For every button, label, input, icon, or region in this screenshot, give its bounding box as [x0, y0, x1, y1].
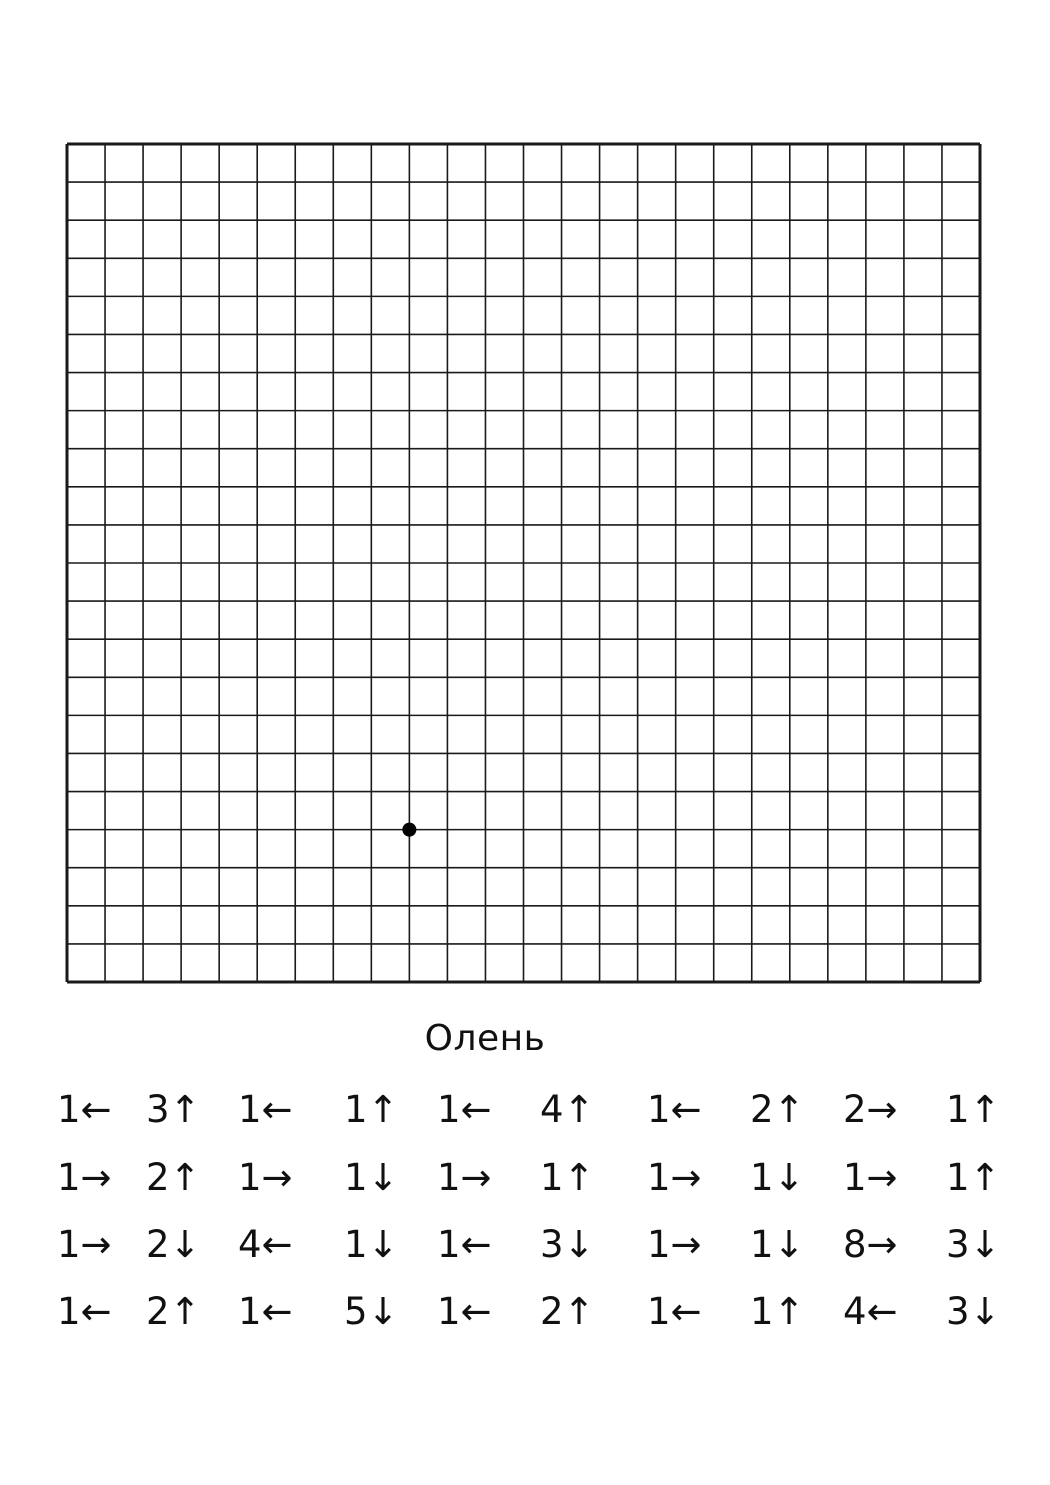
instruction-step: 1↑	[750, 1290, 805, 1333]
instruction-step: 1←	[57, 1088, 112, 1131]
instruction-step: 3↓	[946, 1290, 1001, 1333]
instruction-step: 1↓	[750, 1223, 805, 1266]
instruction-step: 1←	[437, 1223, 492, 1266]
instruction-step: 1←	[437, 1088, 492, 1131]
instruction-step: 1←	[647, 1290, 702, 1333]
instruction-step: 2↑	[146, 1290, 201, 1333]
instruction-step: 4↑	[540, 1088, 595, 1131]
instruction-step: 4←	[843, 1290, 898, 1333]
instruction-step: 1←	[238, 1088, 293, 1131]
instruction-step: 1↓	[750, 1156, 805, 1199]
instruction-step: 1→	[57, 1223, 112, 1266]
instruction-step: 1←	[647, 1088, 702, 1131]
page-title: Олень	[424, 1018, 546, 1059]
instruction-row	[0, 1217, 1050, 1273]
instruction-step: 3↓	[540, 1223, 595, 1266]
instruction-step: 1→	[843, 1156, 898, 1199]
instruction-step: 1↑	[344, 1088, 399, 1131]
instruction-step: 2↑	[540, 1290, 595, 1333]
instruction-step: 3↓	[946, 1223, 1001, 1266]
instruction-step: 2↑	[750, 1088, 805, 1131]
instruction-step: 1↑	[946, 1088, 1001, 1131]
instruction-row	[0, 1082, 1050, 1138]
instruction-step: 3↑	[146, 1088, 201, 1131]
instruction-step: 1←	[57, 1290, 112, 1333]
start-point-dot	[402, 823, 416, 837]
instruction-step: 1→	[238, 1156, 293, 1199]
instruction-step: 1→	[437, 1156, 492, 1199]
instruction-step: 1→	[57, 1156, 112, 1199]
instruction-row	[0, 1150, 1050, 1206]
instruction-step: 1↑	[540, 1156, 595, 1199]
instruction-step: 2↑	[146, 1156, 201, 1199]
instruction-step: 5↓	[344, 1290, 399, 1333]
instruction-step: 4←	[238, 1223, 293, 1266]
instruction-step: 1→	[647, 1156, 702, 1199]
instruction-step: 1←	[238, 1290, 293, 1333]
instruction-step: 1↓	[344, 1156, 399, 1199]
instruction-step: 1←	[437, 1290, 492, 1333]
instruction-step: 2→	[843, 1088, 898, 1131]
instruction-step: 8→	[843, 1223, 898, 1266]
instruction-step: 2↓	[146, 1223, 201, 1266]
instruction-step: 1↓	[344, 1223, 399, 1266]
instruction-step: 1↑	[946, 1156, 1001, 1199]
instruction-step: 1→	[647, 1223, 702, 1266]
instruction-row	[0, 1284, 1050, 1340]
